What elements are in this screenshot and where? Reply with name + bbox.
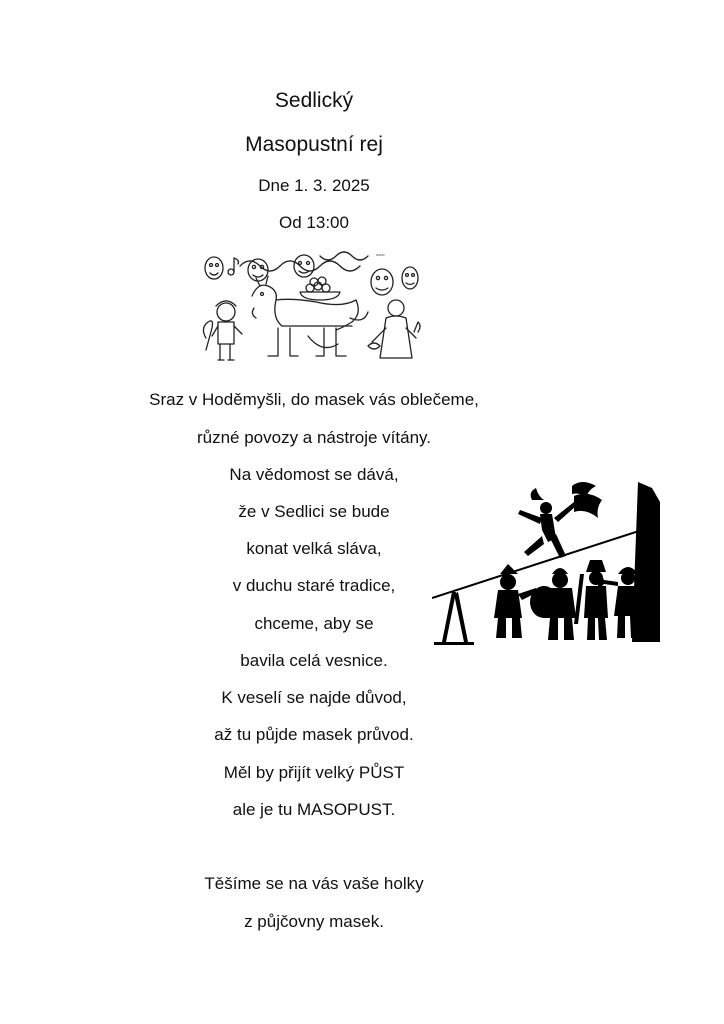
poem-line: až tu půjde masek průvod. xyxy=(214,725,414,744)
poem-line: bavila celá vesnice. xyxy=(240,651,388,670)
closing-line: z půjčovny masek. xyxy=(244,912,384,931)
closing-line: Těšíme se na vás vaše holky xyxy=(204,874,424,893)
event-time: Od 13:00 xyxy=(279,213,349,232)
carnival-masks-illustration-icon xyxy=(200,248,430,372)
poem-line: konat velká sláva, xyxy=(246,539,382,558)
poem-line: v duchu staré tradice, xyxy=(232,576,396,595)
poem-line: Na vědomost se dává, xyxy=(229,465,399,484)
poem-line: Měl by přijít velký PŮST xyxy=(223,763,405,782)
page-subtitle: Masopustní rej xyxy=(245,133,383,156)
event-date: Dne 1. 3. 2025 xyxy=(258,176,370,195)
svg-text:www: www xyxy=(376,252,385,257)
poem-line: Sraz v Hoděmyšli, do masek vás oblečeme, xyxy=(149,390,479,409)
poem-line: K veselí se najde důvod, xyxy=(221,688,407,707)
poem-line: že v Sedlici se bude xyxy=(238,502,390,521)
page-title: Sedlický xyxy=(274,89,354,112)
poem-line: různé povozy a nástroje vítány. xyxy=(196,428,432,447)
poem-line: chceme, aby se xyxy=(254,614,374,633)
poem-line: ale je tu MASOPUST. xyxy=(232,800,396,819)
musicians-silhouette-illustration-icon xyxy=(432,478,678,646)
